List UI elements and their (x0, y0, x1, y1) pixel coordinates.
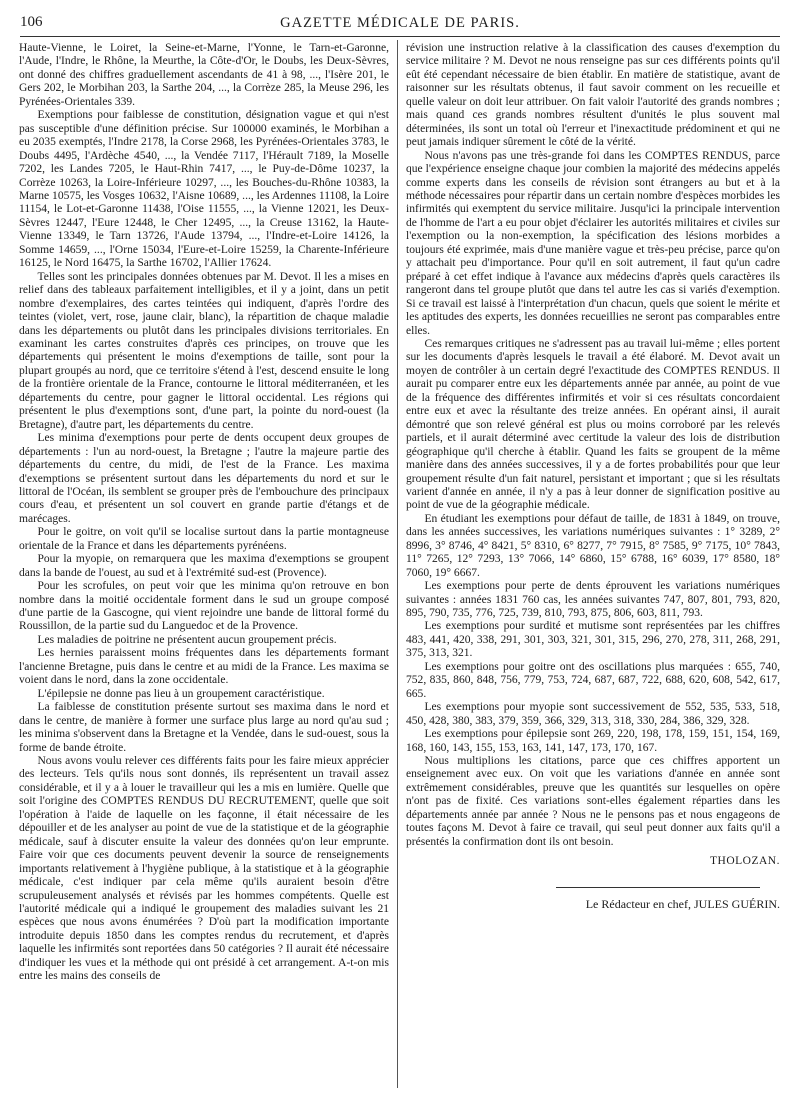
page-number: 106 (20, 14, 43, 30)
paragraph: Ces remarques critiques ne s'adressent pas au travail lui-même ; elles portent sur les documents d'après lesquels le travail a été élaboré. M. Devot avait un moyen de contrôler à un certain degré l'exactitude des COMPTES RENDUS. Il aurait pu comparer entre eux les départements année par année, au point de vue de la fréquence des différentes infirmités et voir si ces résultats concordaient entre eux et avec la résultante des treize années. En opérant ainsi, il aurait démontré que son relevé général est plus ou moins corroboré par les relevés partiels, et il aurait déterminé avec certitude la valeur des lois de distribution géographique qu'il cherche à établir. Quand les faits se groupent de la même manière dans des années successives, il y a de fortes probabilités pour que leur groupement résulte d'un fait naturel, persistant et important ; que si les résultats varient d'année en année, il n'y a pas à leur donner de signification positive au point de vue de la géographie médicale. (406, 337, 780, 512)
paragraph: Nous multiplions les citations, parce que ces chiffres apportent un enseignement avec eux. On voit que les variations d'année en année sont extrêmement considérables, preuve que les quantités sur lesquelles on opère n'ont pas de fixité. Ces variations sont-elles également réparties dans les départements année par année ? Nous ne le pensons pas et nous engageons de toutes façons M. Devot à faire ce travail, qui seul peut donner aux faits qu'il a présentés la confirmation dont ils ont besoin. (406, 755, 780, 848)
paragraph: Telles sont les principales données obtenues par M. Devot. Il les a mises en relief dans des tableaux parfaitement intelligibles, et il y a joint, dans un petit nombre d'exemplaires, des cartes teintées qui indiquent, d'après l'ordre des teintes (violet, vert, rose, jaune clair, blanc), la répartition de chaque maladie dans les départements ou plutôt dans les principales divisions territoriales. En examinant les cartes construites d'après ces principes, on trouve que les départements qui présentent le moins d'exemptions de taille, sont pour la plupart groupés au nord, que ce territoire s'étend à l'est, descend ensuite le long de la frontière orientale de la France, contourne le littoral méditerranéen, et les départements du centre, pour gagner le littoral occidental. Les régions qui présentent le plus d'exemptions sont, d'une part, la pointe du nord-ouest (la Bretagne), d'autre part, les départements du centre. (19, 270, 389, 431)
paragraph: En étudiant les exemptions pour défaut de taille, de 1831 à 1849, on trouve, dans les années successives, les variations numériques suivantes : 1° 3289, 2° 8996, 3° 8746, 4° 8421, 5° 8310, 6° 8277, 7° 7915, 8° 7585, 9° 7175, 10° 7843, 11° 7265, 12° 7293, 13° 7066, 14° 6860, 15° 6788, 16° 6039, 17° 8580, 18° 7060, 19° 6667. (406, 512, 780, 579)
running-title: GAZETTE MÉDICALE DE PARIS. (280, 15, 520, 31)
page-header (20, 14, 780, 37)
column-divider (397, 40, 398, 1088)
paragraph: Exemptions pour faiblesse de constitution, désignation vague et qui n'est pas susceptible d'une définition précise. Sur 100000 examinés, le Morbihan a eu 2035 exemptés, l'Indre 2178, la Corse 2968, les Pyrénées-Orientales 3783, le Doubs 4495, l'Ardèche 4540, ..., la Vendée 7117, l'Hérault 7189, la Moselle 7202, les Landes 7205, le Haut-Rhin 7417, ..., le Puy-de-Dôme 10237, la Corrèze 10263, la Loire-Inférieure 10297, ..., les Bouches-du-Rhône 10383, la Marne 10575, les Vosges 10632, l'Aisne 10689, ..., les Ardennes 11108, la Loire 11154, le Lot-et-Garonne 11438, l'Oise 11555, ..., la Vienne 12021, les Deux-Sèvres 12447, l'Eure 12448, le Cher 12495, ..., la Creuse 13162, la Haute-Vienne 13349, le Tarn 13726, l'Aude 13794, ..., l'Indre-et-Loire 14126, la Somme 14659, ..., l'Orne 15034, l'Eure-et-Loire 15259, la Charente-Inférieure 16125, le Nord 16475, la Sarthe 16702, l'Allier 17624. (19, 109, 389, 270)
paragraph: Les maladies de poitrine ne présentent aucun groupement précis. (37, 633, 337, 646)
paragraph: Les exemptions pour surdité et mutisme sont représentées par les chiffres 483, 441, 420, 338, 291, 301, 303, 321, 301, 315, 296, 270, 278, 311, 268, 291, 375, 313, 321. (406, 620, 780, 660)
paragraph: Haute-Vienne, le Loiret, la Seine-et-Marne, l'Yonne, le Tarn-et-Garonne, l'Aude, l'Indre, le Rhône, la Meurthe, la Côte-d'Or, le Doubs, les Deux-Sèvres, ont donné des chiffres graduellement ascendants de 41 à 98, ..., l'Isère 201, le Gers 202, le Morbihan 203, la Sarthe 204, ..., la Corrèze 285, la Meuse 296, les Pyrénées-Orientales 339. (19, 42, 389, 108)
editor-line: Le Rédacteur en chef, JULES GUÉRIN. (585, 896, 780, 911)
paragraph: Les hernies paraissent moins fréquentes dans les départements formant l'ancienne Bretagne, puis dans le centre et au midi de la France. Les maxima se voient dans le nord, dans la zone occidentale. (19, 647, 389, 687)
paragraph: Pour la myopie, on remarquera que les maxima d'exemptions se groupent dans la bande de l'ouest, au sud et à l'extrémité sud-est (Provence). (19, 553, 389, 579)
paragraph: Les exemptions pour perte de dents éprouvent les variations numériques suivantes : années 1831 760 cas, les années suivantes 747, 807, 801, 793, 820, 895, 790, 735, 776, 725, 739, 810, 793, 875, 806, 603, 811, 793. (406, 580, 780, 620)
paragraph: La faiblesse de constitution présente surtout ses maxima dans le nord et dans le centre, de manière à former une surface plus large au nord qu'au sud ; les minima s'observent dans la Bretagne et la Vendée, dans le sud-ouest, sous la forme de bande étroite. (19, 701, 389, 754)
paragraph: Les minima d'exemptions pour perte de dents occupent deux groupes de départements : l'un au nord-ouest, la Bretagne ; l'autre la majeure partie des départements du centre, du midi, de l'est de la France. Les maxima d'exemptions se présentent surtout dans les départements du nord et sur le littoral de l'Océan, ils semblent se grouper près de l'embouchure des principaux cours d'eau, et présentent un sol couvert en grande partie d'étangs et de marécages. (19, 432, 389, 525)
separator-rule (556, 887, 760, 888)
paragraph: révision une instruction relative à la classification des causes d'exemption du service militaire ? M. Devot ne nous renseigne pas sur ces différents points qu'il eût été cependant nécessaire de bien établir. En matière de statistique, avant de raisonner sur les résultats obtenus, il faut savoir comment on les recueille et quelle valeur on doit leur attribuer. On fait valoir l'autorité des grands nombres ; mais quand ces grands nombres résultent d'unités le plus souvent mal déterminées, ils sont un total où l'erreur et l'inexactitude prédominent et qui ne peut jamais indiquer sûrement le côté de la vérité. (406, 42, 780, 149)
author-signature: THOLOZAN. (710, 855, 780, 868)
paragraph: Les exemptions pour myopie sont successivement de 552, 535, 533, 518, 450, 428, 380, 383, 379, 359, 366, 329, 313, 318, 330, 284, 386, 329, 328. (406, 701, 780, 727)
paragraph: Les exemptions pour épilepsie sont 269, 220, 198, 178, 159, 151, 154, 169, 168, 160, 143, 155, 153, 163, 141, 147, 173, 170, 167. (406, 728, 780, 754)
paragraph: Pour les scrofules, on peut voir que les minima qu'on retrouve en bon nombre dans la moitié occidentale forment dans le sud un groupe composé d'une partie de la Gascogne, qui vient rejoindre une bande de littoral formé du Roussillon, de la partie sud du Languedoc et de la Provence. (19, 580, 389, 633)
paragraph: Les exemptions pour goitre ont des oscillations plus marquées : 655, 740, 752, 835, 860, 848, 756, 779, 753, 724, 687, 687, 722, 688, 620, 608, 542, 617, 665. (406, 660, 780, 700)
paragraph: Nous avons voulu relever ces différents faits pour les faire mieux apprécier des lecteurs. Tels qu'ils nous sont donnés, ils représentent un travail assez considérable, et il y a à louer le travailleur qui les a mis en lumière. Quelle que soit l'origine des COMPTES RENDUS DU RECRUTEMENT, quelle que soit l'opération à l'aide de laquelle on les façonne, il était nécessaire de les dépouiller et de les analyser au point de vue de la statistique et de la géographie médicale, sauf à discuter ensuite la valeur des données qu'on leur emprunte. Faire voir que ces documents peuvent devenir la source de renseignements importants relativement à l'hygiène publique, à la statistique et à la géographie médicale, c'est indiquer par cela même qu'ils auraient besoin d'être scrupuleusement analysés et révisés par les hommes compétents. Quelle est l'autorité médicale qui a indiqué le groupement des maladies suivant les 21 espèces que nous avons énumérées ? D'où part la modification importante introduite depuis 1850 dans les comptes rendus du recrutement, et d'après laquelle les infirmités sont reportées dans 50 catégories ? Il aurait été nécessaire d'indiquer les vues et la méthode qui ont présidé à cet arrangement. A-t-on mis entre les mains des conseils de (19, 755, 389, 983)
paragraph: Pour le goitre, on voit qu'il se localise surtout dans la partie montagneuse orientale de la France et dans les départements pyrénéens. (19, 526, 389, 552)
paragraph: Nous n'avons pas une très-grande foi dans les COMPTES RENDUS, parce que l'expérience enseigne chaque jour combien la majorité des médecins appelés comme experts dans les conseils de révision sont étrangers au but et à la méthode nécessaires pour répartir dans un certain nombre d'espèces morbides les infirmités qui exemptent du service militaire. Jusqu'ici la principale intervention de l'homme de l'art a eu pour objet d'éclairer les autorités militaires et civiles sur l'exemption ou la non-exemption, la spécification des lésions morbides a toujours été exprimée, mais d'une manière vague et très-peu précise, parce qu'on y attachait peu d'importance. Pour qu'il en soit autrement, il faut qu'un cadre préparé à cet effet indique à l'avance aux médecins d'après quels caractères ils rangeront dans tel groupe plutôt que dans tel autre les cas si variés d'exemption. Si ce travail est laissé à l'interprétation d'un chacun, quels que soient le mérite et les aptitudes des experts, les données recueillies ne seront pas comparables entre elles. (406, 149, 781, 337)
left-column (19, 42, 389, 984)
paragraph: L'épilepsie ne donne pas lieu à un groupement caractéristique. (37, 687, 325, 700)
right-column (406, 42, 780, 911)
